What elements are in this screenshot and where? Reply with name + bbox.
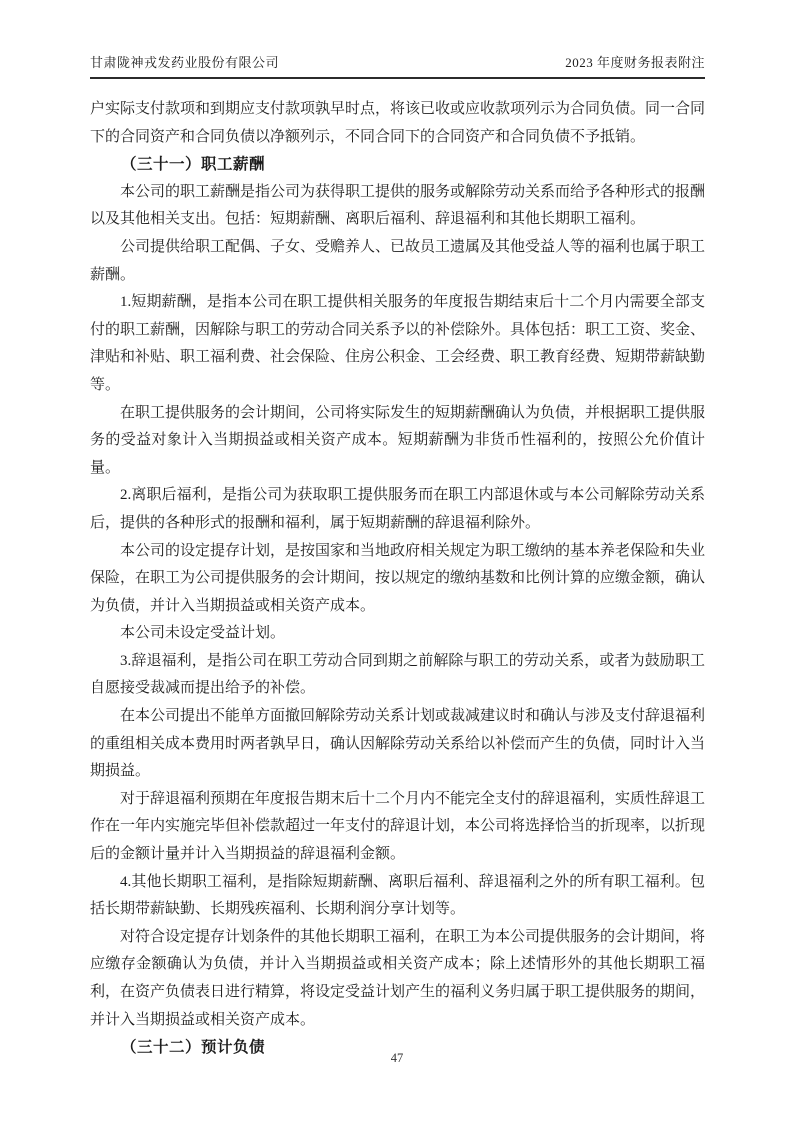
- paragraph: 3.辞退福利，是指公司在职工劳动合同到期之前解除与职工的劳动关系，或者为鼓励职工自愿接受裁减而提出给予的补偿。: [90, 652, 705, 697]
- paragraph: 4.其他长期职工福利，是指除短期薪酬、离职后福利、辞退福利之外的所有职工福利。包括长期带薪缺勤、长期残疾福利、长期利润分享计划等。: [90, 873, 705, 918]
- paragraph: 对符合设定提存计划条件的其他长期职工福利，在职工为本公司提供服务的会计期间，将应缴存金额确认为负债，并计入当期损益或相关资产成本；除上述情形外的其他长期职工福利，在资产负债表日进行精算，将设定受益计划产生的福利义务归属于职工提供服务的期间，并计入当期损益或相关资产成本。: [90, 928, 706, 1028]
- paragraph: 在职工提供服务的会计期间，公司将实际发生的短期薪酬确认为负债，并根据职工提供服务的受益对象计入当期损益或相关资产成本。短期薪酬为非货币性福利的，按照公允价值计量。: [90, 404, 706, 476]
- paragraph: 本公司的职工薪酬是指公司为获得职工提供的服务或解除劳动关系而给予各种形式的报酬以及其他相关支出。包括：短期薪酬、离职后福利、辞退福利和其他长期职工福利。: [90, 183, 706, 228]
- section-heading: （三十一）职工薪酬: [121, 156, 266, 174]
- page-number: 47: [390, 1051, 404, 1065]
- paragraph: 户实际支付款项和到期应支付款项孰早时点，将该已收或应收款项列示为合同负债。同一合同下的合同资产和合同负债以净额列示，不同合同下的合同资产和合同负债不予抵销。: [90, 101, 706, 145]
- header-company-name: 甘肃陇神戎发药业股份有限公司: [90, 55, 280, 70]
- paragraph: 对于辞退福利预期在年度报告期末后十二个月内不能完全支付的辞退福利，实质性辞退工作在一年内实施完毕但补偿款超过一年支付的辞退计划，本公司将选择恰当的折现率，以折现后的金额计量并计入当期损益的辞退福利金额。: [90, 790, 706, 863]
- header-report-title: 2023 年度财务报表附注: [565, 55, 705, 70]
- paragraph: 2.离职后福利，是指公司为获取职工提供服务而在职工内部退休或与本公司解除劳动关系后，提供的各种形式的报酬和福利，属于短期薪酬的辞退福利除外。: [90, 487, 705, 531]
- page-header: [90, 52, 705, 79]
- paragraph: 公司提供给职工配偶、子女、受赡养人、已故员工遗属及其他受益人等的福利也属于职工薪酬。: [90, 238, 706, 283]
- paragraph: 本公司未设定受益计划。: [120, 625, 286, 642]
- document-body: [90, 96, 705, 1062]
- paragraph: 1.短期薪酬，是指本公司在职工提供相关服务的年度报告期结束后十二个月内需要全部支付的职工薪酬，因解除与职工的劳动合同关系予以的补偿除外。具体包括：职工工资、奖金、津贴和补贴、职工福利费、社会保险、住房公积金、工会经费、职工教育经费、短期带薪缺勤等。: [90, 294, 706, 393]
- page-footer: [0, 1051, 794, 1066]
- section-heading: （三十二）预计负债: [121, 1039, 266, 1057]
- paragraph: 本公司的设定提存计划，是按国家和当地政府相关规定为职工缴纳的基本养老保险和失业保险，在职工为公司提供服务的会计期间，按以规定的缴纳基数和比例计算的应缴金额，确认为负债，并计入当期损益或相关资产成本。: [90, 542, 706, 614]
- paragraph: 在本公司提出不能单方面撤回解除劳动关系计划或裁减建议时和确认与涉及支付辞退福利的重组相关成本费用时两者孰早日，确认因解除劳动关系给以补偿而产生的负债，同时计入当期损益。: [90, 708, 706, 780]
